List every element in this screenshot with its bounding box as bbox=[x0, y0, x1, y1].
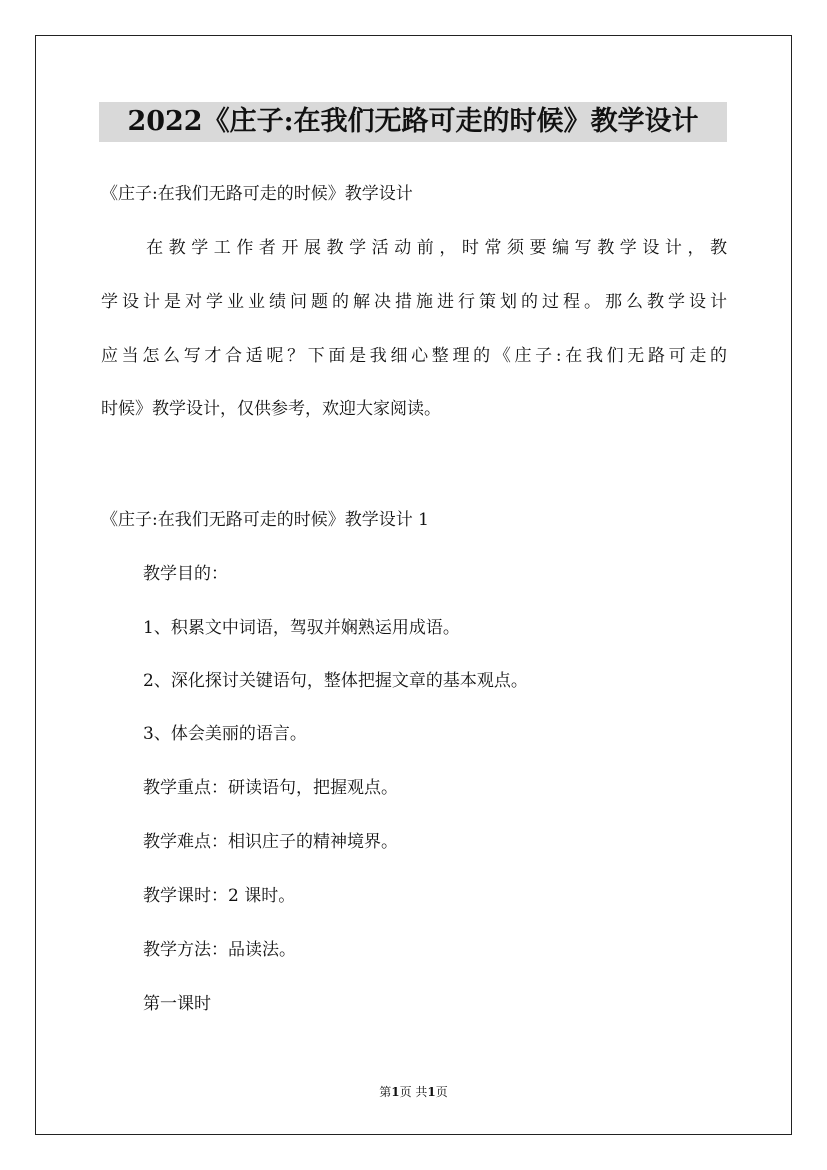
document-title: 2022《庄子:在我们无路可走的时候》教学设计 bbox=[99, 102, 727, 142]
footer-page-current: 1 bbox=[391, 1085, 400, 1099]
intro-line-2: 学设计是对学业业绩问题的解决措施进行策划的过程。那么教学设计 bbox=[101, 292, 727, 312]
list-item: 第一课时 bbox=[143, 994, 211, 1014]
list-item: 3、体会美丽的语言。 bbox=[143, 724, 307, 744]
footer-page-total: 1 bbox=[427, 1085, 436, 1099]
page-footer bbox=[0, 1084, 827, 1100]
list-item: 教学方法：品读法。 bbox=[143, 940, 296, 960]
list-item: 教学课时：2 课时。 bbox=[143, 886, 296, 906]
list-item: 教学难点：相识庄子的精神境界。 bbox=[143, 832, 398, 852]
intro-line-3: 应当怎么写才合适呢？下面是我细心整理的《庄子:在我们无路可走的 bbox=[101, 346, 727, 366]
document-subtitle: 《庄子:在我们无路可走的时候》教学设计 bbox=[101, 184, 413, 204]
footer-mid: 页 共 bbox=[399, 1085, 428, 1099]
list-item: 2、深化探讨关键语句，整体把握文章的基本观点。 bbox=[143, 671, 528, 691]
section-heading: 《庄子:在我们无路可走的时候》教学设计 1 bbox=[101, 510, 429, 530]
intro-line-1: 在教学工作者开展教学活动前，时常须要编写教学设计，教 bbox=[101, 238, 727, 258]
footer-prefix: 第 bbox=[379, 1085, 392, 1099]
list-item: 教学重点：研读语句，把握观点。 bbox=[143, 778, 398, 798]
list-item: 教学目的： bbox=[143, 564, 228, 584]
list-item: 1、积累文中词语，驾驭并娴熟运用成语。 bbox=[143, 618, 460, 638]
intro-line-4: 时候》教学设计，仅供参考，欢迎大家阅读。 bbox=[101, 399, 441, 419]
footer-suffix: 页 bbox=[435, 1085, 448, 1099]
